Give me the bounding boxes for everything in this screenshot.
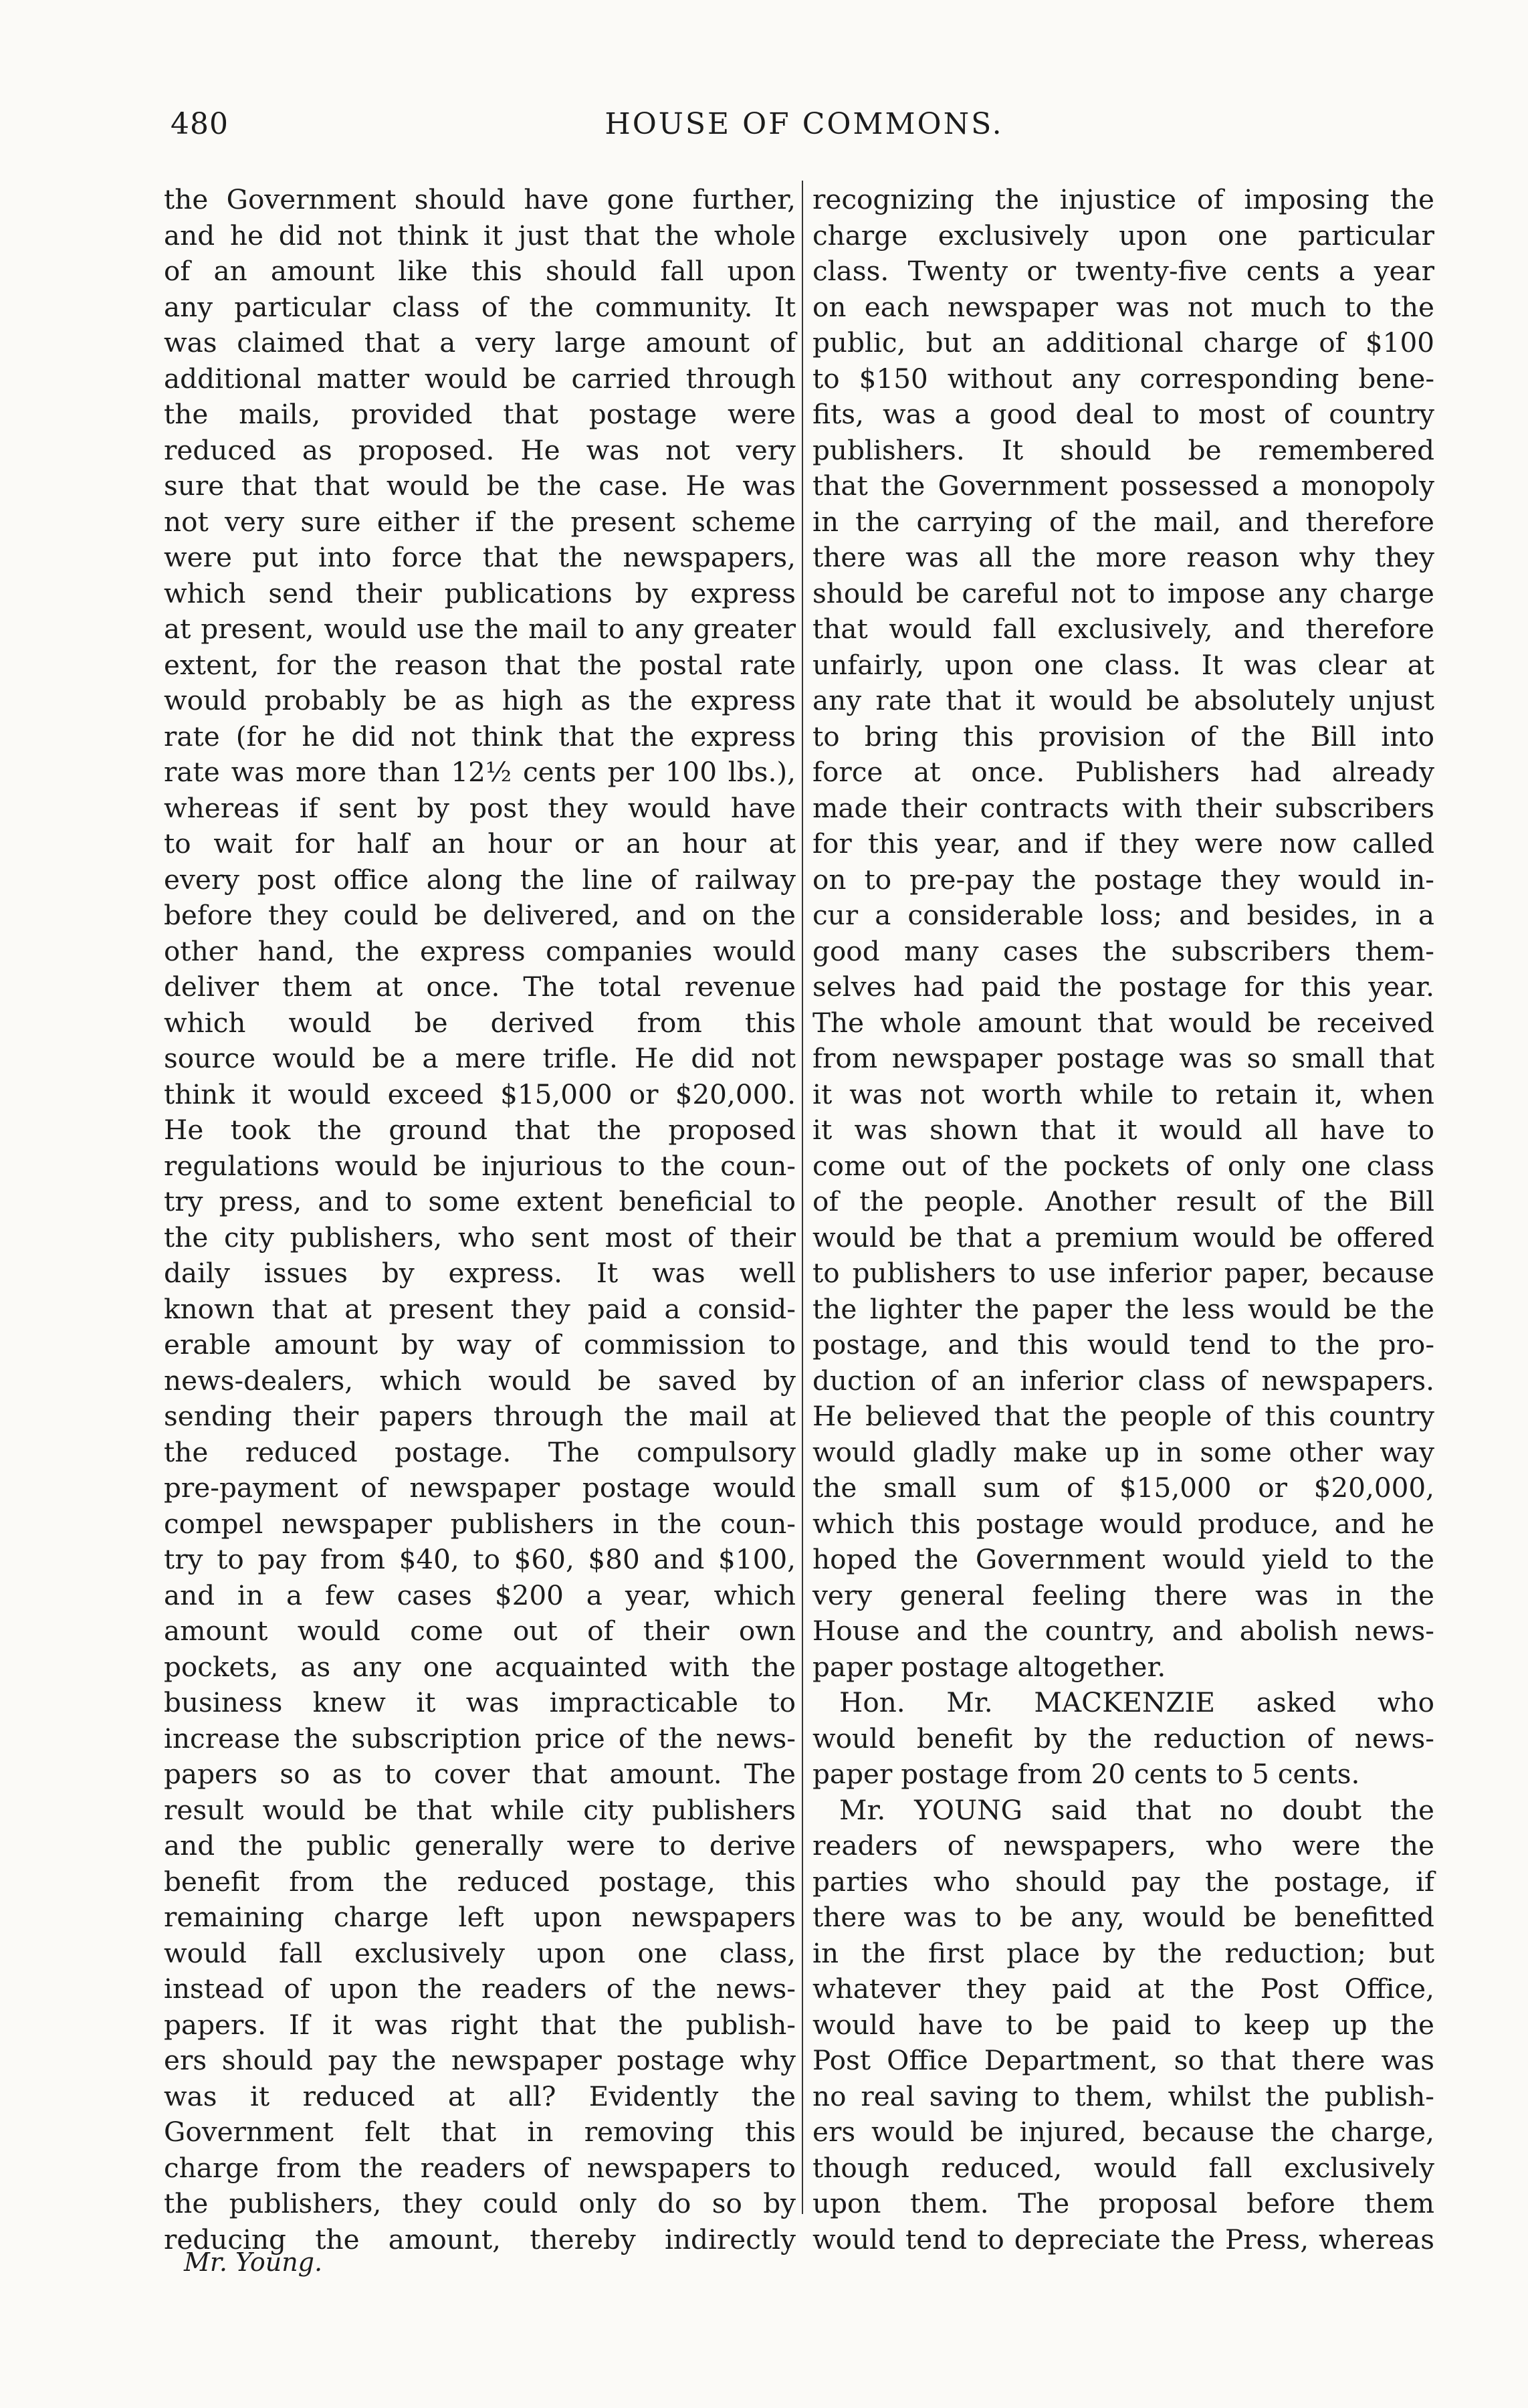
page-number: 480: [171, 107, 229, 141]
text-line: before they could be delivered, and on the: [164, 899, 796, 931]
text-line: source would be a mere trifle. He did not: [164, 1042, 796, 1074]
text-line: of an amount like this should fall upon: [164, 255, 796, 287]
text-line: postage, and this would tend to the pro-: [812, 1328, 1434, 1361]
text-line: regulations would be injurious to the coun-: [164, 1149, 796, 1182]
text-line: upon them. The proposal before them: [812, 2187, 1434, 2219]
text-line: from newspaper postage was so small that: [812, 1042, 1434, 1074]
text-line: would gladly make up in some other way: [812, 1435, 1434, 1468]
text-line: other hand, the express companies would: [164, 934, 796, 967]
text-line: paper postage altogether.: [812, 1650, 1166, 1683]
text-line: though reduced, would fall exclusively: [812, 2151, 1434, 2184]
text-line: Post Office Department, so that there was: [812, 2044, 1434, 2076]
text-line: any particular class of the community. It: [164, 290, 796, 323]
text-line: charge from the readers of newspapers to: [164, 2151, 796, 2184]
text-line: which send their publications by express: [164, 577, 796, 609]
text-line: that the Government possessed a monopoly: [812, 470, 1434, 502]
text-line: increase the subscription price of the news-: [164, 1722, 796, 1754]
text-line: instead of upon the readers of the news-: [164, 1973, 796, 2005]
text-line: additional matter would be carried through: [164, 362, 796, 395]
text-line: it was shown that it would all have to: [812, 1114, 1434, 1146]
text-line: on to pre-pay the postage they would in-: [812, 863, 1434, 896]
text-line: in the carrying of the mail, and therefore: [812, 505, 1434, 538]
right-column: [812, 182, 1434, 2255]
text-line: would be that a premium would be offered: [812, 1221, 1434, 1253]
text-line: House and the country, and abolish news-: [812, 1615, 1434, 1647]
text-line: result would be that while city publishers: [164, 1793, 796, 1826]
text-line: benefit from the reduced postage, this: [164, 1865, 796, 1898]
text-line: papers so as to cover that amount. The: [164, 1758, 796, 1790]
text-line: Hon. Mr. MACKENZIE asked who: [839, 1686, 1434, 1718]
text-line: charge exclusively upon one particular: [812, 219, 1434, 252]
page-header: [171, 107, 1438, 161]
text-line: in the first place by the reduction; but: [812, 1936, 1434, 1969]
text-line: whatever they paid at the Post Office,: [812, 1973, 1434, 2005]
text-line: on each newspaper was not much to the: [812, 290, 1434, 323]
text-line: the small sum of $15,000 or $20,000,: [812, 1472, 1434, 1504]
text-line: were put into force that the newspapers,: [164, 541, 796, 573]
text-line: and the public generally were to derive: [164, 1829, 796, 1862]
text-line: deliver them at once. The total revenue: [164, 971, 796, 1003]
text-line: was claimed that a very large amount of: [164, 326, 796, 359]
text-line: daily issues by express. It was well: [164, 1257, 796, 1289]
text-line: was it reduced at all? Evidently the: [164, 2080, 796, 2112]
text-line: to bring this provision of the Bill into: [812, 720, 1434, 752]
text-line: the publishers, they could only do so by: [164, 2187, 796, 2219]
text-line: and in a few cases $200 a year, which: [164, 1579, 796, 1611]
running-head: HOUSE OF COMMONS.: [605, 107, 1004, 141]
text-line: very general feeling there was in the: [812, 1579, 1434, 1611]
text-line: papers. If it was right that the publish-: [164, 2008, 796, 2041]
text-line: every post office along the line of railway: [164, 863, 796, 896]
text-line: of the people. Another result of the Bill: [812, 1185, 1434, 1217]
text-line: The whole amount that would be received: [812, 1006, 1434, 1039]
text-line: erable amount by way of commission to: [164, 1328, 796, 1361]
text-line: class. Twenty or twenty-five cents a year: [812, 255, 1434, 287]
text-line: good many cases the subscribers them-: [812, 934, 1434, 967]
text-line: try press, and to some extent beneficial to: [164, 1185, 796, 1217]
text-line: fits, was a good deal to most of country: [812, 398, 1434, 430]
text-line: reducing the amount, thereby indirectly: [164, 2223, 796, 2255]
text-line: Mr. YOUNG said that no doubt the: [839, 1793, 1434, 1826]
text-line: remaining charge left upon newspapers: [164, 1901, 796, 1933]
text-line: the Government should have gone further,: [164, 183, 796, 215]
text-line: ers should pay the newspaper postage why: [164, 2044, 796, 2076]
text-line: no real saving to them, whilst the publish-: [812, 2080, 1434, 2112]
text-line: sure that that would be the case. He was: [164, 470, 796, 502]
text-line: would probably be as high as the express: [164, 684, 796, 716]
text-line: would have to be paid to keep up the: [812, 2008, 1434, 2041]
text-line: He believed that the people of this country: [812, 1400, 1434, 1432]
text-line: whereas if sent by post they would have: [164, 791, 796, 824]
footer-speaker: Mr. Young.: [184, 2247, 323, 2277]
text-line: which this postage would produce, and he: [812, 1507, 1434, 1540]
text-line: reduced as proposed. He was not very: [164, 433, 796, 466]
text-line: business knew it was impracticable to: [164, 1686, 796, 1718]
text-line: the lighter the paper the less would be the: [812, 1292, 1434, 1325]
text-line: parties who should pay the postage, if: [812, 1865, 1434, 1898]
text-line: ers would be injured, because the charge,: [812, 2116, 1434, 2148]
text-line: it was not worth while to retain it, when: [812, 1078, 1434, 1110]
text-line: the mails, provided that postage were: [164, 398, 796, 430]
text-line: Government felt that in removing this: [164, 2116, 796, 2148]
text-line: hoped the Government would yield to the: [812, 1543, 1434, 1575]
text-line: which would be derived from this: [164, 1006, 796, 1039]
text-line: think it would exceed $15,000 or $20,000.: [164, 1078, 796, 1110]
text-line: for this year, and if they were now called: [812, 827, 1434, 860]
text-line: to $150 without any corresponding bene-: [812, 362, 1434, 395]
text-line: selves had paid the postage for this year.: [812, 971, 1434, 1003]
text-line: sending their papers through the mail at: [164, 1400, 796, 1432]
text-line: force at once. Publishers had already: [812, 756, 1434, 788]
text-line: compel newspaper publishers in the coun-: [164, 1507, 796, 1540]
text-line: news-dealers, which would be saved by: [164, 1364, 796, 1397]
text-line: known that at present they paid a consid-: [164, 1292, 796, 1325]
text-line: public, but an additional charge of $100: [812, 326, 1434, 359]
text-line: not very sure either if the present scheme: [164, 505, 796, 538]
text-line: come out of the pockets of only one class: [812, 1149, 1434, 1182]
text-line: and he did not think it just that the whole: [164, 219, 796, 252]
text-line: there was to be any, would be benefitted: [812, 1901, 1434, 1933]
text-line: extent, for the reason that the postal rate: [164, 648, 796, 681]
text-line: the city publishers, who sent most of their: [164, 1221, 796, 1253]
text-line: He took the ground that the proposed: [164, 1114, 796, 1146]
text-line: unfairly, upon one class. It was clear at: [812, 648, 1434, 681]
text-line: amount would come out of their own: [164, 1615, 796, 1647]
text-line: there was all the more reason why they: [812, 541, 1434, 573]
text-line: to publishers to use inferior paper, because: [812, 1257, 1434, 1289]
text-line: should be careful not to impose any charge: [812, 577, 1434, 609]
text-line: would fall exclusively upon one class,: [164, 1936, 796, 1969]
text-line: that would fall exclusively, and therefore: [812, 613, 1434, 645]
text-line: rate was more than 12½ cents per 100 lbs.),: [164, 756, 796, 788]
text-line: the reduced postage. The compulsory: [164, 1435, 796, 1468]
text-line: cur a considerable loss; and besides, in a: [812, 899, 1434, 931]
text-line: try to pay from $40, to $60, $80 and $100,: [164, 1543, 796, 1575]
text-line: made their contracts with their subscribers: [812, 791, 1434, 824]
text-line: would tend to depreciate the Press, whereas: [812, 2223, 1434, 2255]
left-column: [164, 182, 796, 2255]
text-line: paper postage from 20 cents to 5 cents.: [812, 1758, 1360, 1790]
text-line: any rate that it would be absolutely unjust: [812, 684, 1434, 716]
text-line: to wait for half an hour or an hour at: [164, 827, 796, 860]
text-line: duction of an inferior class of newspapers.: [812, 1364, 1434, 1397]
text-line: at present, would use the mail to any greater: [164, 613, 796, 645]
text-line: pre-payment of newspaper postage would: [164, 1472, 796, 1504]
text-line: recognizing the injustice of imposing the: [812, 183, 1434, 215]
text-line: publishers. It should be remembered: [812, 433, 1434, 466]
text-line: readers of newspapers, who were the: [812, 1829, 1434, 1862]
text-line: pockets, as any one acquainted with the: [164, 1650, 796, 1683]
text-line: would benefit by the reduction of news-: [812, 1722, 1434, 1754]
text-line: rate (for he did not think that the express: [164, 720, 796, 752]
column-divider: [802, 181, 803, 2214]
